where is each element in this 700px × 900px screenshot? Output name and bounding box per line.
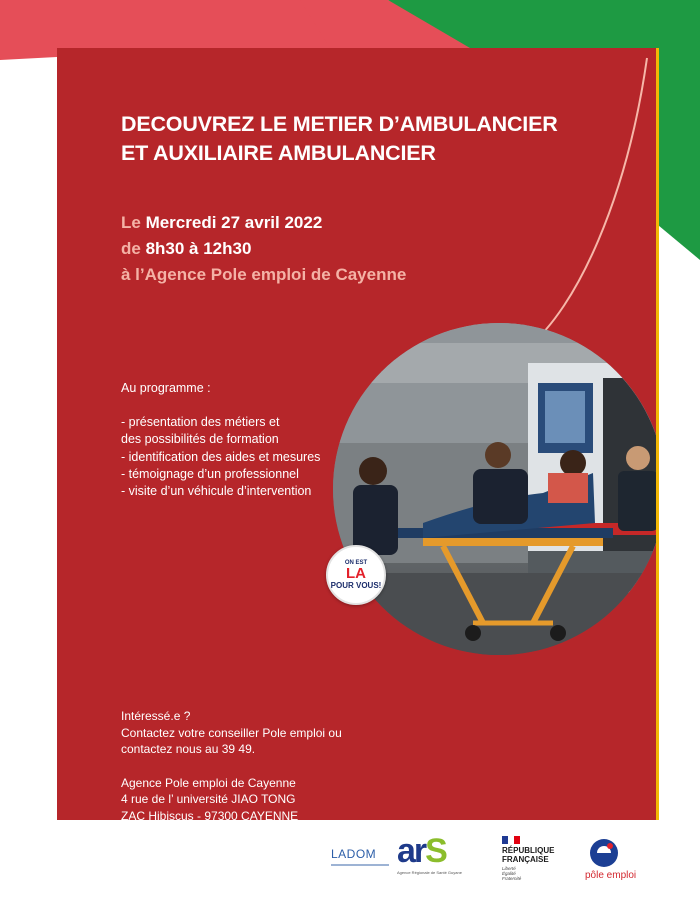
program-item: - identification des aides et mesures — [121, 449, 321, 464]
badge-big-text: LA — [346, 565, 366, 582]
page-title — [121, 110, 621, 168]
on-est-la-pour-vous-badge — [326, 545, 386, 605]
pole-emploi-logo-text: pôle emploi — [585, 870, 637, 881]
ars-logo — [397, 834, 446, 868]
poster-card — [57, 48, 659, 820]
date-prefix: Le — [121, 213, 146, 232]
republique-francaise-logo — [502, 846, 554, 864]
program-item: - visite d’un véhicule d’intervention — [121, 484, 312, 499]
title-line-2: ET AUXILIAIRE AMBULANCIER — [121, 141, 436, 165]
french-flag-icon — [502, 836, 520, 844]
motto-line: Fraternité — [502, 876, 522, 881]
ars-logo-s: S — [425, 832, 446, 870]
date-value: Mercredi 27 avril 2022 — [145, 213, 323, 232]
ars-logo-text: ar — [397, 832, 426, 870]
title-line-1: DECOUVREZ LE METIER D’AMBULANCIER — [121, 112, 558, 136]
paramedics-photo — [330, 323, 659, 655]
program-item: - témoignage d’un professionnel — [121, 466, 299, 481]
program-section — [121, 380, 320, 500]
agency-name: Agence Pole emploi de Cayenne — [121, 775, 296, 790]
event-date — [121, 210, 406, 236]
contact-question: Intéressé.e ? — [121, 709, 191, 723]
motto-line: Liberté — [502, 866, 516, 871]
contact-phone: contactez nous au 39 49. — [121, 742, 256, 756]
event-details — [121, 210, 406, 288]
ladom-logo: LADOM — [331, 847, 377, 861]
motto-line: Égalité — [502, 871, 516, 876]
paramedics-with-stretcher-photo-icon — [330, 323, 659, 655]
time-value: 8h30 à 12h30 — [145, 239, 252, 258]
partner-logos-bar — [57, 822, 659, 900]
time-prefix: de — [121, 239, 146, 258]
event-time — [121, 236, 406, 262]
program-list — [121, 414, 320, 500]
republique-motto — [502, 866, 521, 881]
event-location: à l’Agence Pole emploi de Cayenne — [121, 265, 407, 284]
program-item: - présentation des métiers et — [121, 415, 280, 430]
contact-section — [121, 708, 342, 820]
ladom-logo-underline — [331, 864, 389, 866]
badge-bottom-text: POUR VOUS! — [330, 581, 382, 590]
republique-line-2: FRANÇAISE — [502, 855, 549, 864]
program-item: des possibilités de formation — [121, 432, 279, 447]
ars-logo-subtitle: Agence Régionale de Santé Guyane — [397, 870, 462, 875]
republique-line-1: RÉPUBLIQUE — [502, 846, 555, 855]
badge-top-text: ON EST — [344, 560, 368, 566]
program-heading: Au programme : — [121, 381, 211, 395]
pole-emploi-logo-icon — [589, 838, 619, 868]
contact-line: Contactez votre conseiller Pole emploi ou — [121, 725, 342, 740]
agency-address-1: 4 rue de l’ université JIAO TONG — [121, 792, 296, 806]
agency-address-2: ZAC Hibiscus - 97300 CAYENNE — [121, 808, 299, 820]
